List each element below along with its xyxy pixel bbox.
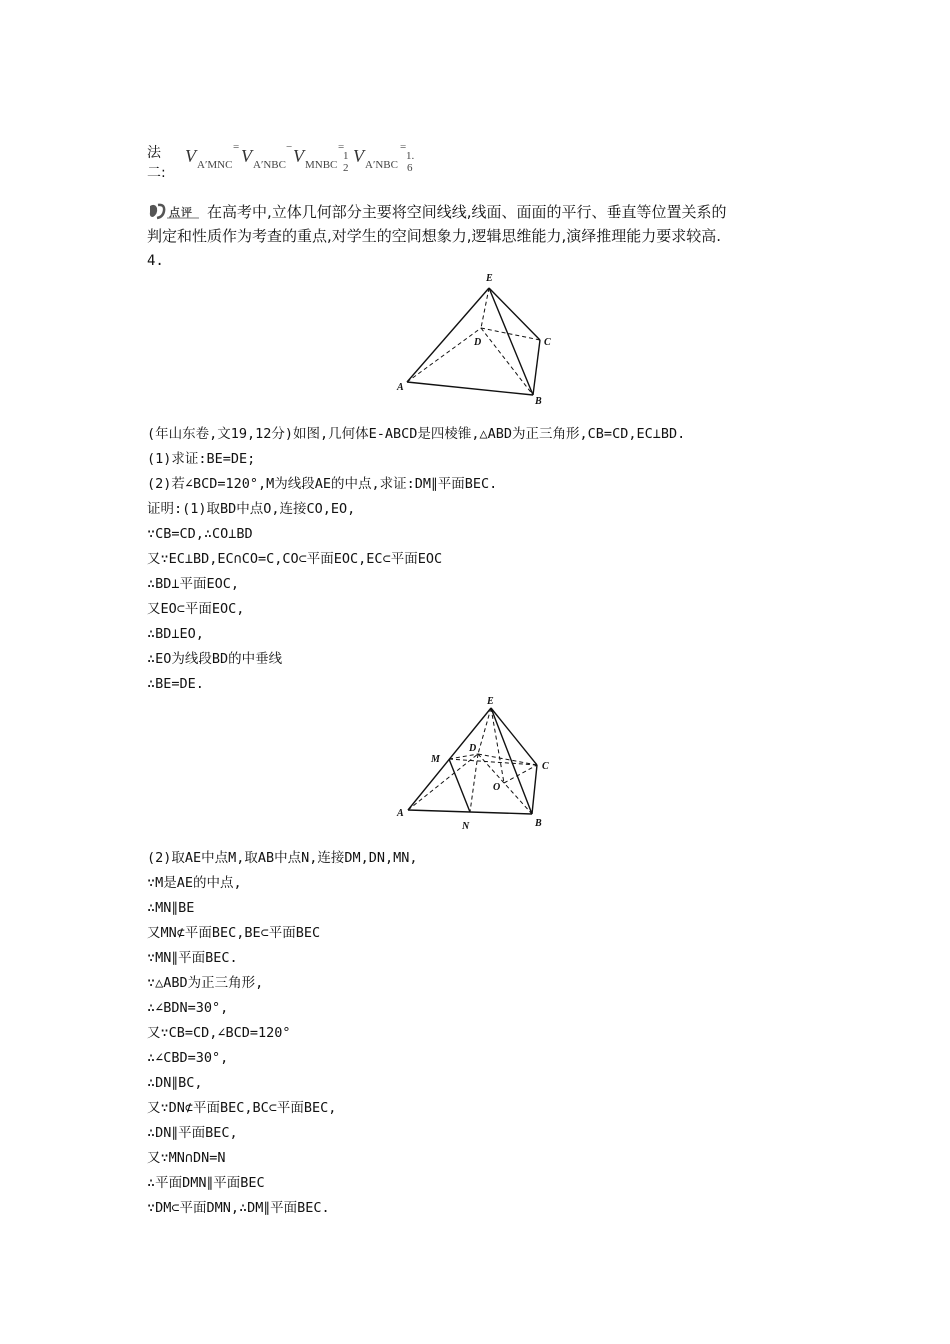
volume-subscript: MNBC — [305, 159, 338, 171]
segment-mc-hidden — [449, 759, 537, 765]
volume-symbol: V — [185, 146, 196, 166]
question-number: 4. — [147, 253, 164, 269]
proof-line: 又∵DN⊄平面BEC,BC⊂平面BEC, — [147, 1100, 337, 1116]
proof-line: 又EO⊂平面EOC, — [147, 601, 245, 617]
proof-line: (2)取AE中点M,取AB中点N,连接DM,DN,MN, — [147, 850, 418, 866]
edge-db-hidden — [481, 328, 533, 395]
fraction-numerator: 1 — [343, 150, 349, 162]
proof-line: ∵M是AE的中点, — [147, 875, 242, 891]
edge-ad-hidden — [408, 754, 478, 810]
equals-sign: = — [400, 141, 407, 153]
edge-ea — [407, 288, 489, 382]
edge-ec — [491, 708, 537, 765]
edge-ab — [407, 382, 533, 395]
vertex-label-d: D — [469, 743, 477, 754]
proof-line: (1)求证:BE=DE; — [147, 451, 256, 467]
comment-text-2: 判定和性质作为考查的重点,对学生的空间想象力,逻辑思维能力,演绎推理能力要求较高. — [147, 227, 722, 245]
segment-mn — [449, 759, 470, 812]
edge-eb — [491, 708, 532, 814]
volume-subscript: A′MNC — [197, 159, 233, 171]
point-label-m: M — [431, 754, 440, 765]
proof-line: ∴BD⊥EO, — [147, 626, 204, 642]
segment-eo-hidden — [491, 708, 504, 783]
proof-line: 又∵EC⊥BD,EC∩CO=C,CO⊂平面EOC,EC⊂平面EOC — [147, 551, 443, 567]
method-two-label: 法二: — [147, 145, 166, 181]
comment-text-1: 在高考中,立体几何部分主要将空间线线,线面、面面的平行、垂直等位置关系的 — [207, 203, 727, 221]
proof-line: 又MN⊄平面BEC,BE⊂平面BEC — [147, 925, 321, 941]
comment-paragraph — [147, 200, 807, 248]
volume-symbol: V — [293, 146, 304, 166]
comment-badge-label: 点评 — [169, 206, 193, 219]
segment-oc-hidden — [504, 765, 537, 783]
comment-badge — [147, 202, 201, 220]
vertex-label-e: E — [487, 696, 494, 707]
part2-text-block — [147, 846, 418, 1221]
volume-subscript: A′NBC — [365, 159, 398, 171]
proof-line: ∴平面DMN∥平面BEC — [147, 1175, 265, 1191]
pyramid-figure-2 — [388, 692, 568, 837]
point-label-o: O — [493, 782, 501, 793]
vertex-label-c: C — [542, 761, 549, 772]
proof-line: ∵CB=CD,∴CO⊥BD — [147, 526, 253, 542]
proof-line: ∴DN∥BC, — [147, 1075, 203, 1091]
proof-line: ∴EO为线段BD的中垂线 — [147, 651, 283, 667]
vertex-label-e: E — [486, 273, 493, 284]
volume-symbol: V — [241, 146, 252, 166]
edge-ec — [489, 288, 540, 340]
proof-line: (2)若∠BCD=120°,M为线段AE的中点,求证:DM∥平面BEC. — [147, 476, 498, 492]
minus-sign: − — [286, 141, 293, 153]
proof-line: 又∵CB=CD,∠BCD=120° — [147, 1025, 291, 1041]
segment-dn-hidden — [470, 754, 478, 812]
fraction-denominator: 2 — [343, 162, 349, 174]
edge-bc — [532, 765, 537, 814]
fraction-numerator: 1. — [406, 150, 415, 162]
vertex-label-b: B — [535, 818, 542, 829]
vertex-label-c: C — [544, 337, 551, 348]
edge-ad-hidden — [407, 328, 481, 382]
proof-line: ∴BE=DE. — [147, 676, 204, 692]
proof-line: ∴MN∥BE — [147, 900, 195, 916]
proof-line: 又∵MN∩DN=N — [147, 1150, 226, 1166]
vertex-label-a: A — [397, 382, 404, 393]
edge-eb — [489, 288, 533, 395]
volume-subscript: A′NBC — [253, 159, 286, 171]
edge-ed-hidden — [481, 288, 489, 328]
equals-sign: = — [233, 141, 240, 153]
vertex-label-d: D — [474, 337, 482, 348]
proof-line: ∴∠CBD=30°, — [147, 1050, 229, 1066]
part1-text-block — [147, 422, 685, 697]
proof-line: (年山东卷,文19,12分)如图,几何体E-ABCD是四棱锥,△ABD为正三角形,CB=CD,EC⊥BD. — [147, 426, 686, 442]
comment-line — [147, 200, 807, 224]
edge-bc — [533, 340, 540, 395]
proof-line: ∴BD⊥平面EOC, — [147, 576, 240, 592]
equals-sign: = — [338, 141, 345, 153]
vertex-label-a: A — [397, 808, 404, 819]
proof-line: ∴DN∥平面BEC, — [147, 1125, 238, 1141]
edge-dc-hidden — [481, 328, 540, 340]
vertex-label-b: B — [535, 396, 542, 407]
volume-symbol: V — [353, 146, 364, 166]
proof-line: ∵DM⊂平面DMN,∴DM∥平面BEC. — [147, 1200, 330, 1216]
pyramid-figure-1 — [385, 268, 565, 408]
proof-line: ∵△ABD为正三角形, — [147, 975, 264, 991]
proof-line: ∴∠BDN=30°, — [147, 1000, 229, 1016]
point-label-n: N — [462, 821, 470, 832]
fraction-denominator: 6 — [407, 162, 413, 174]
proof-line: ∵MN∥平面BEC. — [147, 950, 238, 966]
proof-line: 证明:(1)取BD中点O,连接CO,EO, — [147, 501, 356, 517]
